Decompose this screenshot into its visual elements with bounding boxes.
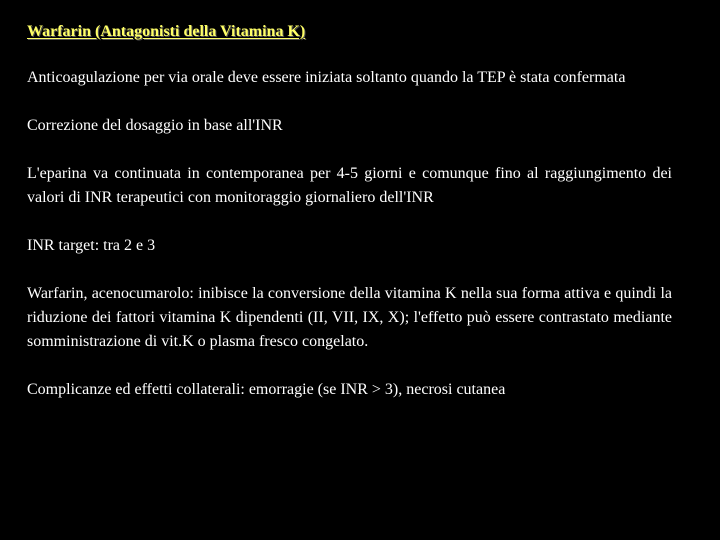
slide-title: Warfarin (Antagonisti della Vitamina K): [27, 23, 306, 40]
paragraph-dosage-correction: Correzione del dosaggio in base all'INR: [27, 117, 283, 134]
paragraph-anticoagulation: Anticoagulazione per via orale deve essere iniziata soltanto quando la TEP è stata confermata: [27, 69, 626, 86]
slide: [27, 20, 672, 426]
paragraph-heparin: L'eparina va continuata in contemporanea per 4-5 giorni e comunque fino al raggiungimento dei valori di INR terapeutici con monitoraggio giornaliero dell'INR: [27, 165, 672, 206]
paragraph-complications: Complicanze ed effetti collaterali: emorragie (se INR > 3), necrosi cutanea: [27, 381, 506, 398]
paragraph-inr-target: INR target: tra 2 e 3: [27, 237, 156, 254]
paragraph-warfarin-mechanism: Warfarin, acenocumarolo: inibisce la conversione della vitamina K nella sua forma attiva e quindi la riduzione dei fattori vitamina K dipendenti (II, VII, IX, X); l'effetto può essere contrastato mediante somministrazione di vit.K o plasma fresco congelato.: [27, 285, 672, 350]
